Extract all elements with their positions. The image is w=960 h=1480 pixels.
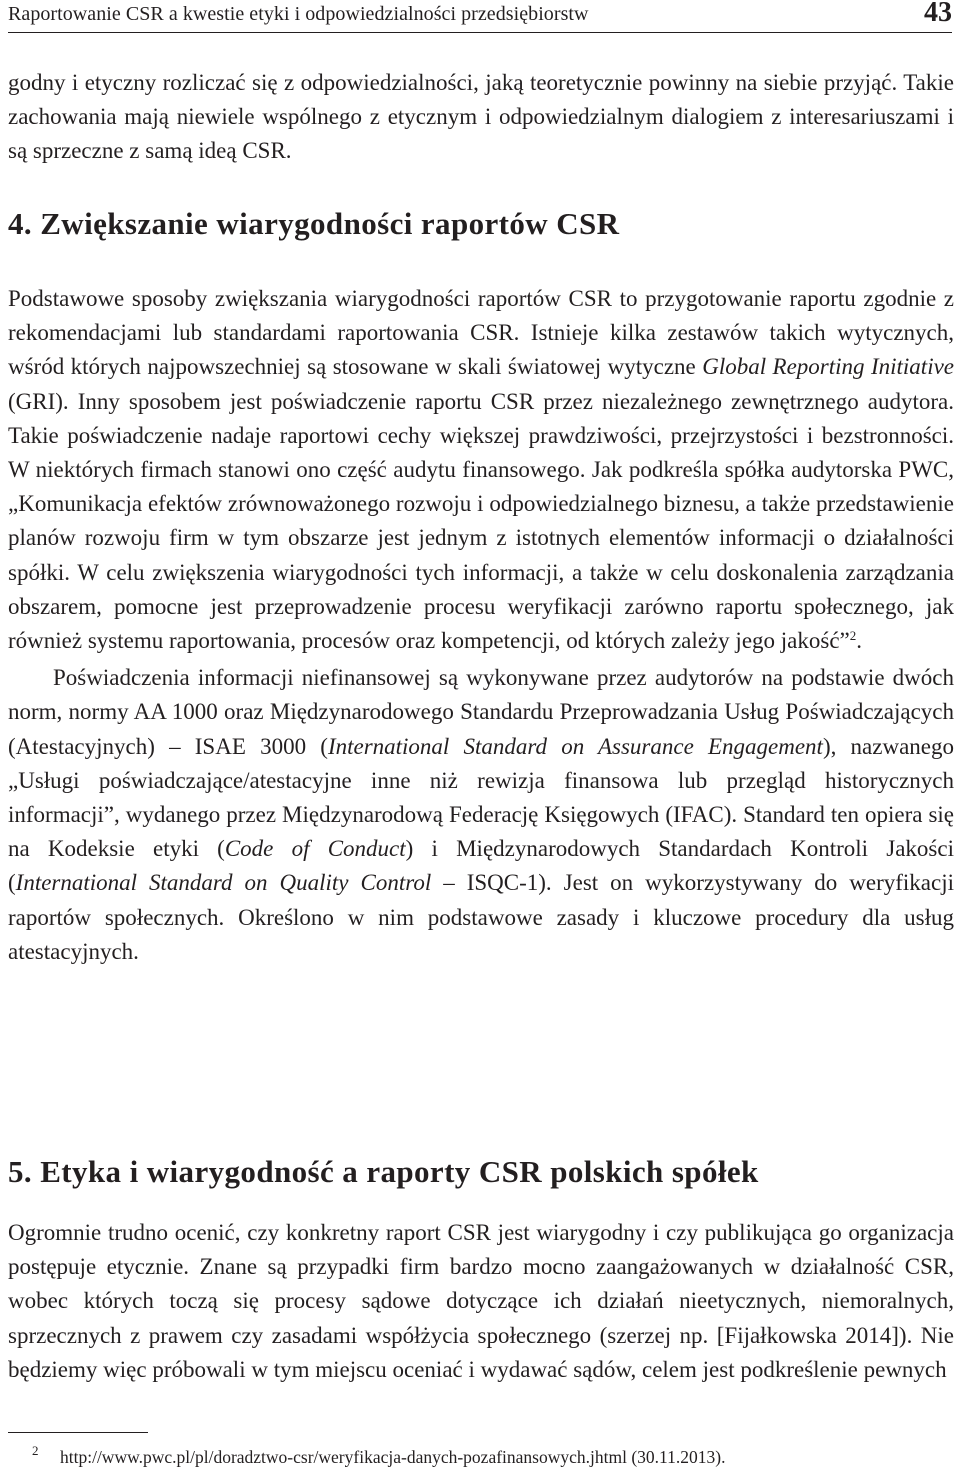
- footnote-number: 2: [32, 1443, 39, 1458]
- section-4-paragraph-1: [8, 282, 954, 661]
- intro-paragraph: godny i etyczny rozliczać się z odpowiedzialności, jaką teoretycznie powinny na siebie przyjąć. Takie zachowania mają niewiele wspólnego z etycznym i odpowiedzialnym dialogiem z interesariuszami i są sprzeczne z samą ideą CSR.: [8, 70, 954, 164]
- text-run: – ISQC-1). Jest on wykorzystywany do weryfikacji raportów społecznych. Określono w nim podstawowe zasady i kluczowe procedury dla usług atestacyjnych.: [8, 870, 954, 964]
- intro-paragraph-block: [8, 66, 954, 169]
- running-header: [8, 0, 952, 33]
- footnote-reference: 2: [849, 628, 857, 644]
- text-run: (GRI). Inny sposobem jest poświadczenie raportu CSR przez niezależnego zewnętrznego audytora. Takie poświadczenie nadaje raportowi cechy większej prawdziwości, przejrzystości i bezstronności. W niektórych firmach stanowi ono część audytu finansowego. Jak podkreśla spółka audytorska PWC, „Komunikacja efektów zrównoważonego rozwoju i odpowiedzialnego biznesu, a także przedstawienie planów rozwoju firm w tym obszarze jest jednym z istotnych elementów informacji o działalności spółki. W celu zwiększenia wiarygodności tych informacji, a także w celu doskonalenia zarządzania obszarem, pomocne jest przeprowadzenie procesu weryfikacji zarówno raportu społecznego, jak również systemu raportowania, procesów oraz kompetencji, od których zależy jego jakość”: [8, 388, 954, 654]
- page-number: 43: [924, 0, 952, 28]
- italic-term: Global Reporting Initiative: [702, 354, 955, 380]
- text-run: ), nazwanego „Usługi poświadczające/atestacyjne inne niż rewizja finansowa lub przegląd historycznych informacji”, wydanego przez Międzynarodową Federację Księgowych (IFAC). Standard ten opiera się na Kodeksie etyki (: [8, 733, 954, 862]
- section-4-heading: 4. Zwiększanie wiarygodności raportów CSR: [8, 206, 620, 241]
- footnote-divider: [8, 1432, 148, 1433]
- text-run: .: [856, 628, 862, 654]
- section-5-heading: 5. Etyka i wiarygodność a raporty CSR polskich spółek: [8, 1154, 759, 1189]
- italic-term: International Standard on Assurance Engagement: [327, 733, 823, 759]
- text-run: ) i Międzynarodowych Standardach Kontroli Jakości (: [8, 836, 954, 896]
- text-run: Poświadczenia informacji niefinansowej są wykonywane przez audytorów na podstawie dwóch norm, normy AA 1000 oraz Międzynarodowego Standardu Przeprowadzania Usług Poświadczających (Atestacyjnych) – ISAE 3000 (: [8, 665, 954, 759]
- section-4-body: [8, 282, 954, 969]
- section-4-paragraph-2: [8, 661, 954, 969]
- section-5-body: [8, 1216, 954, 1387]
- section-5-paragraph-1: Ogromnie trudno ocenić, czy konkretny raport CSR jest wiarygodny i czy publikująca go organizacja postępuje etycznie. Znane są przypadki firm bardzo mocno zaangażowanych w działalność CSR, wobec których toczą się procesy sądowe dotyczące ich działań nieetycznych, niemoralnych, sprzecznych z prawem czy zasadami współżycia społecznego (szerzej np. [Fijałkowska 2014]). Nie będziemy więc próbowali w tym miejscu oceniać i wydawać sądów, celem jest podkreślenie pewnych: [8, 1220, 954, 1382]
- italic-term: Code of Conduct: [224, 836, 406, 862]
- footnote-text: http://www.pwc.pl/pl/doradztwo-csr/weryfikacja-danych-pozafinansowych.jhtml (30.11.2013).: [60, 1447, 726, 1467]
- italic-term: International Standard on Quality Control: [15, 870, 432, 896]
- footnote: [32, 1443, 726, 1468]
- text-run: Podstawowe sposoby zwiększania wiarygodności raportów CSR to przygotowanie raportu zgodnie z rekomendacjami lub standardami raportowania CSR. Istnieje kilka zestawów takich wytycznych, wśród których najpowszechniej są stosowane w skali światowej wytyczne: [8, 286, 954, 380]
- running-header-title: Raportowanie CSR a kwestie etyki i odpowiedzialności przedsiębiorstw: [8, 3, 589, 25]
